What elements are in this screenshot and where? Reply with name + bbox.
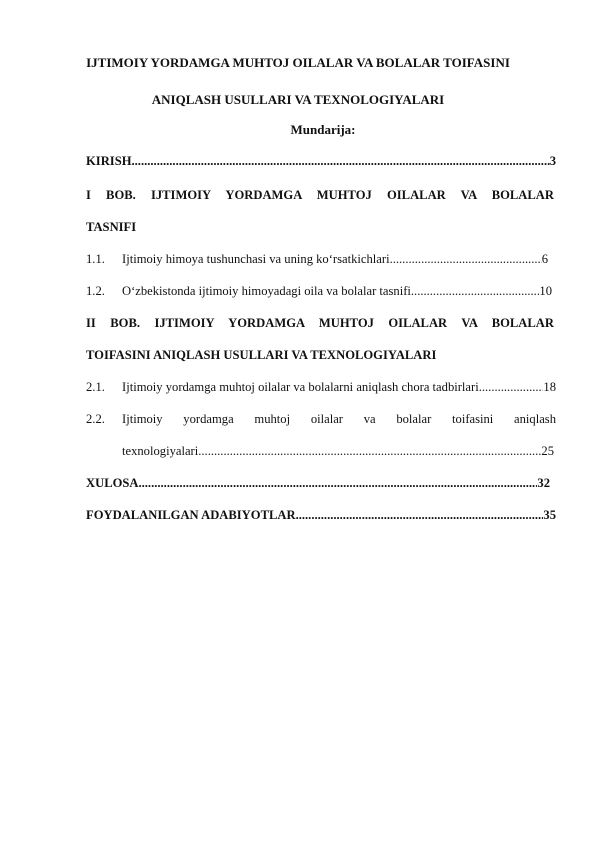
toc-entry-label: KIRISH bbox=[86, 154, 132, 168]
toc-leader bbox=[198, 444, 541, 459]
toc-entry-references[interactable] bbox=[86, 508, 556, 523]
toc-chapter-label: TOIFASINI ANIQLASH USULLARI VA TEXNOLOGIYALARI bbox=[86, 348, 437, 362]
toc-leader bbox=[411, 284, 540, 299]
toc-entry-2-2-line-2[interactable] bbox=[122, 444, 554, 459]
toc-entry-label: Ijtimoiy yordamga muhtoj oilalar va bolalar toifasini aniqlash bbox=[122, 412, 556, 426]
toc-entry-label: Oʻzbekistonda ijtimoiy himoyadagi oila va bolalar tasnifi bbox=[122, 284, 411, 298]
toc-chapter-label: TASNIFI bbox=[86, 220, 137, 234]
contents-heading: Mundarija: bbox=[290, 122, 356, 137]
toc-leader bbox=[138, 476, 537, 491]
toc-leader bbox=[296, 508, 544, 523]
toc-entry-intro[interactable] bbox=[86, 154, 556, 169]
toc-entry-2-2-line-1[interactable] bbox=[86, 412, 556, 427]
toc-entry-label: Ijtimoiy himoya tushunchasi va uning koʻrsatkichlari bbox=[122, 252, 390, 266]
document-title-line-1: IJTIMOIY YORDAMGA MUHTOJ OILALAR VA BOLALAR TOIFASINI bbox=[86, 55, 510, 70]
toc-leader bbox=[132, 154, 550, 169]
toc-entry-label: FOYDALANILGAN ADABIYOTLAR bbox=[86, 508, 296, 522]
toc-page-number: 18 bbox=[543, 380, 556, 394]
toc-chapter-2-line-2[interactable] bbox=[86, 348, 554, 363]
toc-entry-1-2[interactable] bbox=[86, 284, 552, 299]
toc-page-number: 25 bbox=[541, 444, 554, 458]
toc-entry-label: texnologiyalari bbox=[122, 444, 199, 458]
toc-section-number: 1.2. bbox=[86, 284, 105, 298]
toc-entry-conclusion[interactable] bbox=[86, 476, 550, 491]
document-title-line-2: ANIQLASH USULLARI VA TEXNOLOGIYALARI bbox=[151, 92, 445, 107]
toc-section-number: 2.2. bbox=[86, 412, 105, 426]
toc-page-number: 35 bbox=[543, 508, 556, 522]
toc-entry-label: XULOSA bbox=[86, 476, 139, 490]
toc-leader bbox=[390, 252, 542, 267]
toc-chapter-1-line-1[interactable]: I BOB. IJTIMOIY YORDAMGA MUHTOJ OILALAR VA BOLALAR bbox=[86, 188, 554, 202]
toc-entry-label: Ijtimoiy yordamga muhtoj oilalar va bolalarni aniqlash chora tadbirlari bbox=[122, 380, 479, 394]
toc-leader bbox=[479, 380, 544, 395]
toc-entry-1-1[interactable] bbox=[86, 252, 548, 267]
toc-chapter-1-line-2[interactable] bbox=[86, 220, 554, 235]
toc-chapter-2-line-1[interactable]: II BOB. IJTIMOIY YORDAMGA MUHTOJ OILALAR VA BOLALAR bbox=[86, 316, 554, 330]
toc-page-number: 32 bbox=[537, 476, 550, 490]
toc-page-number: 10 bbox=[539, 284, 552, 298]
toc-section-number: 2.1. bbox=[86, 380, 105, 394]
toc-entry-2-1[interactable] bbox=[86, 380, 556, 395]
toc-page-number: 3 bbox=[549, 154, 556, 168]
toc-section-number: 1.1. bbox=[86, 252, 105, 266]
toc-page-number: 6 bbox=[541, 252, 548, 266]
